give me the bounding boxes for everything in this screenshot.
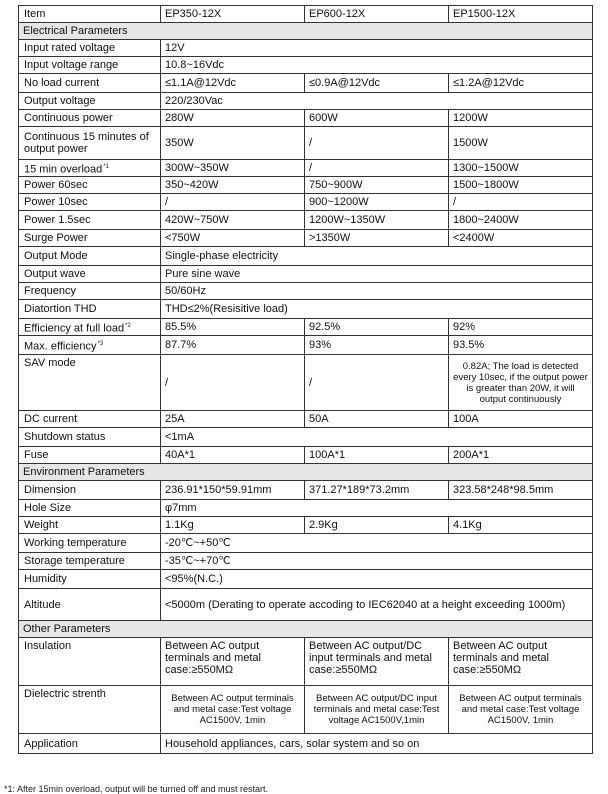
header-row <box>19 6 593 23</box>
spec-row <box>19 230 593 247</box>
spec-value: 1.1Kg <box>161 517 305 534</box>
spec-label <box>19 160 161 177</box>
spec-label <box>19 211 161 230</box>
spec-label-text: Surge Power <box>24 232 88 244</box>
spec-label <box>19 481 161 500</box>
spec-label-text: Input voltage range <box>24 59 119 71</box>
spec-label <box>19 300 161 319</box>
spec-row <box>19 734 593 754</box>
spec-value: Between AC output/DC input terminals and metal case:Test voltage AC1500V,1min <box>305 686 449 734</box>
spec-row <box>19 160 593 177</box>
spec-value: 1200W~1350W <box>305 211 449 230</box>
spec-value-shared: THD≤2%(Resisitive load) <box>161 300 593 319</box>
spec-row <box>19 110 593 127</box>
spec-label-text: Frequency <box>24 285 76 297</box>
spec-label-text: Fuse <box>24 449 49 461</box>
spec-row <box>19 127 593 160</box>
spec-row <box>19 336 593 355</box>
spec-value: 1500~1800W <box>449 177 593 194</box>
spec-value-shared: 10.8~16Vdc <box>161 57 593 74</box>
spec-label-text: SAV mode <box>24 357 76 369</box>
spec-label <box>19 230 161 247</box>
spec-label-text: Insulation <box>24 640 72 652</box>
spec-value: ≤1.1A@12Vdc <box>161 74 305 93</box>
spec-value: 300W~350W <box>161 160 305 177</box>
spec-row <box>19 300 593 319</box>
spec-row <box>19 74 593 93</box>
spec-value: 40A*1 <box>161 447 305 464</box>
spec-value: 100A*1 <box>305 447 449 464</box>
spec-row <box>19 517 593 534</box>
spec-label <box>19 57 161 74</box>
spec-value: 0.82A; The load is detected every 10sec, if the output power is greater than 20W, it will output continuously <box>449 355 593 411</box>
spec-label-text: Application <box>24 737 78 750</box>
spec-row <box>19 177 593 194</box>
spec-row <box>19 447 593 464</box>
spec-label <box>19 177 161 194</box>
spec-label <box>19 638 161 686</box>
spec-row <box>19 553 593 570</box>
spec-value: Between AC output terminals and metal case:Test voltage AC1500V, 1min <box>161 686 305 734</box>
spec-label <box>19 517 161 534</box>
spec-row <box>19 194 593 211</box>
spec-value-shared: -35℃~+70℃ <box>161 553 593 570</box>
spec-label <box>19 40 161 57</box>
footnote-marker: *3 <box>97 340 104 347</box>
spec-row <box>19 57 593 74</box>
spec-value: >1350W <box>305 230 449 247</box>
spec-label <box>19 570 161 589</box>
spec-value: 4.1Kg <box>449 517 593 534</box>
spec-value: 371.27*189*73.2mm <box>305 481 449 500</box>
spec-label-text: Hole Size <box>24 502 72 514</box>
spec-value-shared: Single-phase electricity <box>161 247 593 266</box>
spec-value: 93.5% <box>449 336 593 355</box>
spec-value: <750W <box>161 230 305 247</box>
spec-value-shared: Household appliances, cars, solar system and so on <box>161 734 593 754</box>
spec-label <box>19 589 161 621</box>
spec-label <box>19 355 161 411</box>
spec-label <box>19 447 161 464</box>
spec-label-text: Storage temperature <box>24 555 125 567</box>
spec-label-text: Dimension <box>24 484 76 496</box>
spec-value: 1800~2400W <box>449 211 593 230</box>
spec-value: 93% <box>305 336 449 355</box>
spec-label-text: Continuous 15 minutes of output power <box>24 131 149 155</box>
spec-value: <2400W <box>449 230 593 247</box>
spec-value: 85.5% <box>161 319 305 336</box>
spec-row <box>19 686 593 734</box>
spec-value: / <box>305 160 449 177</box>
spec-label <box>19 500 161 517</box>
spec-value: 2.9Kg <box>305 517 449 534</box>
spec-value: / <box>305 127 449 160</box>
spec-label <box>19 534 161 553</box>
spec-row <box>19 534 593 553</box>
spec-value: 600W <box>305 110 449 127</box>
spec-row <box>19 481 593 500</box>
spec-label <box>19 266 161 283</box>
spec-value: Between AC output terminals and metal case:≥550MΩ <box>449 638 593 686</box>
spec-value-shared: 220/230Vac <box>161 93 593 110</box>
spec-value: ≤0.9A@12Vdc <box>305 74 449 93</box>
spec-row <box>19 355 593 411</box>
spec-value-shared: Pure sine wave <box>161 266 593 283</box>
spec-value-shared: <95%(N.C.) <box>161 570 593 589</box>
spec-label <box>19 93 161 110</box>
spec-label <box>19 319 161 336</box>
spec-value: 236.91*150*59.91mm <box>161 481 305 500</box>
spec-value: / <box>161 355 305 411</box>
header-model: EP1500-12X <box>449 6 593 23</box>
spec-label <box>19 734 161 754</box>
spec-label-text: Working temperature <box>24 537 127 549</box>
spec-value: 900~1200W <box>305 194 449 211</box>
spec-label-text: Output voltage <box>24 95 96 107</box>
spec-row <box>19 570 593 589</box>
spec-value-shared: <1mA <box>161 428 593 447</box>
spec-label-text: Power 60sec <box>24 179 88 191</box>
spec-row <box>19 589 593 621</box>
spec-label-text: DC current <box>24 413 78 425</box>
spec-label <box>19 110 161 127</box>
section-title: Other Parameters <box>19 621 593 638</box>
spec-label-text: No load current <box>24 77 100 89</box>
spec-value: 92.5% <box>305 319 449 336</box>
spec-label-text: Input rated voltage <box>24 42 116 54</box>
spec-row <box>19 319 593 336</box>
spec-value-shared: 12V <box>161 40 593 57</box>
spec-label <box>19 411 161 428</box>
header-model: EP600-12X <box>305 6 449 23</box>
spec-label-text: Max. efficiency <box>24 340 97 353</box>
spec-value: ≤1.2A@12Vdc <box>449 74 593 93</box>
section-title-row <box>19 464 593 481</box>
spec-label <box>19 74 161 93</box>
spec-value: Between AC output terminals and metal case:Test voltage AC1500V, 1min <box>449 686 593 734</box>
spec-value: 750~900W <box>305 177 449 194</box>
spec-value: 25A <box>161 411 305 428</box>
spec-label <box>19 283 161 300</box>
spec-label-text: 15 min overload <box>24 163 103 176</box>
spec-label <box>19 686 161 734</box>
spec-label-text: Dielectric strenth <box>24 688 106 700</box>
spec-value: 50A <box>305 411 449 428</box>
spec-label-text: Efficiency at full load <box>24 322 125 335</box>
spec-label-text: Altitude <box>24 598 61 611</box>
spec-label-text: Humidity <box>24 573 67 585</box>
spec-value: 350~420W <box>161 177 305 194</box>
header-item: Item <box>19 6 161 23</box>
spec-sheet <box>18 5 592 754</box>
spec-label-text: Output wave <box>24 268 86 280</box>
spec-label <box>19 194 161 211</box>
spec-value: 87.7% <box>161 336 305 355</box>
spec-value: / <box>161 194 305 211</box>
spec-row <box>19 428 593 447</box>
footnote-marker: *2 <box>125 322 131 329</box>
spec-row <box>19 93 593 110</box>
spec-label-text: Diatortion THD <box>24 303 97 315</box>
spec-label <box>19 336 161 355</box>
spec-label <box>19 553 161 570</box>
spec-value: 420W~750W <box>161 211 305 230</box>
footnote: *1: After 15min overload, output will be turned off and must restart. <box>4 784 268 794</box>
spec-row <box>19 500 593 517</box>
spec-row <box>19 211 593 230</box>
spec-label-text: Power 1.5sec <box>24 214 91 226</box>
footnote-marker: *1 <box>103 163 109 170</box>
spec-label-text: Power 10sec <box>24 196 88 208</box>
spec-value: 1500W <box>449 127 593 160</box>
spec-table <box>18 5 593 754</box>
spec-row <box>19 266 593 283</box>
spec-label-text: Weight <box>24 519 59 531</box>
section-title-row <box>19 23 593 40</box>
spec-value: / <box>305 355 449 411</box>
section-title: Environment Parameters <box>19 464 593 481</box>
spec-value: 323.58*248*98.5mm <box>449 481 593 500</box>
spec-value-shared: 50/60Hz <box>161 283 593 300</box>
spec-value: 92% <box>449 319 593 336</box>
spec-row <box>19 283 593 300</box>
spec-label <box>19 127 161 160</box>
spec-value-shared: -20℃~+50℃ <box>161 534 593 553</box>
spec-value-shared: φ7mm <box>161 500 593 517</box>
spec-value-shared: <5000m (Derating to operate accoding to IEC62040 at a height exceeding 1000m) <box>161 589 593 621</box>
spec-label-text: Output Mode <box>24 250 88 262</box>
spec-value: Between AC output/DC input terminals and metal case:≥550MΩ <box>305 638 449 686</box>
spec-row <box>19 247 593 266</box>
spec-label <box>19 247 161 266</box>
spec-value: 100A <box>449 411 593 428</box>
header-model: EP350-12X <box>161 6 305 23</box>
section-title: Electrical Parameters <box>19 23 593 40</box>
spec-label <box>19 428 161 447</box>
section-title-row <box>19 621 593 638</box>
spec-row <box>19 411 593 428</box>
spec-value: / <box>449 194 593 211</box>
spec-row <box>19 638 593 686</box>
spec-value: Between AC output terminals and metal case:≥550MΩ <box>161 638 305 686</box>
spec-value: 280W <box>161 110 305 127</box>
spec-label-text: Continuous power <box>24 112 113 124</box>
spec-row <box>19 40 593 57</box>
spec-value: 200A*1 <box>449 447 593 464</box>
spec-value: 1300~1500W <box>449 160 593 177</box>
spec-value: 1200W <box>449 110 593 127</box>
spec-label-text: Shutdown status <box>24 431 106 443</box>
spec-value: 350W <box>161 127 305 160</box>
